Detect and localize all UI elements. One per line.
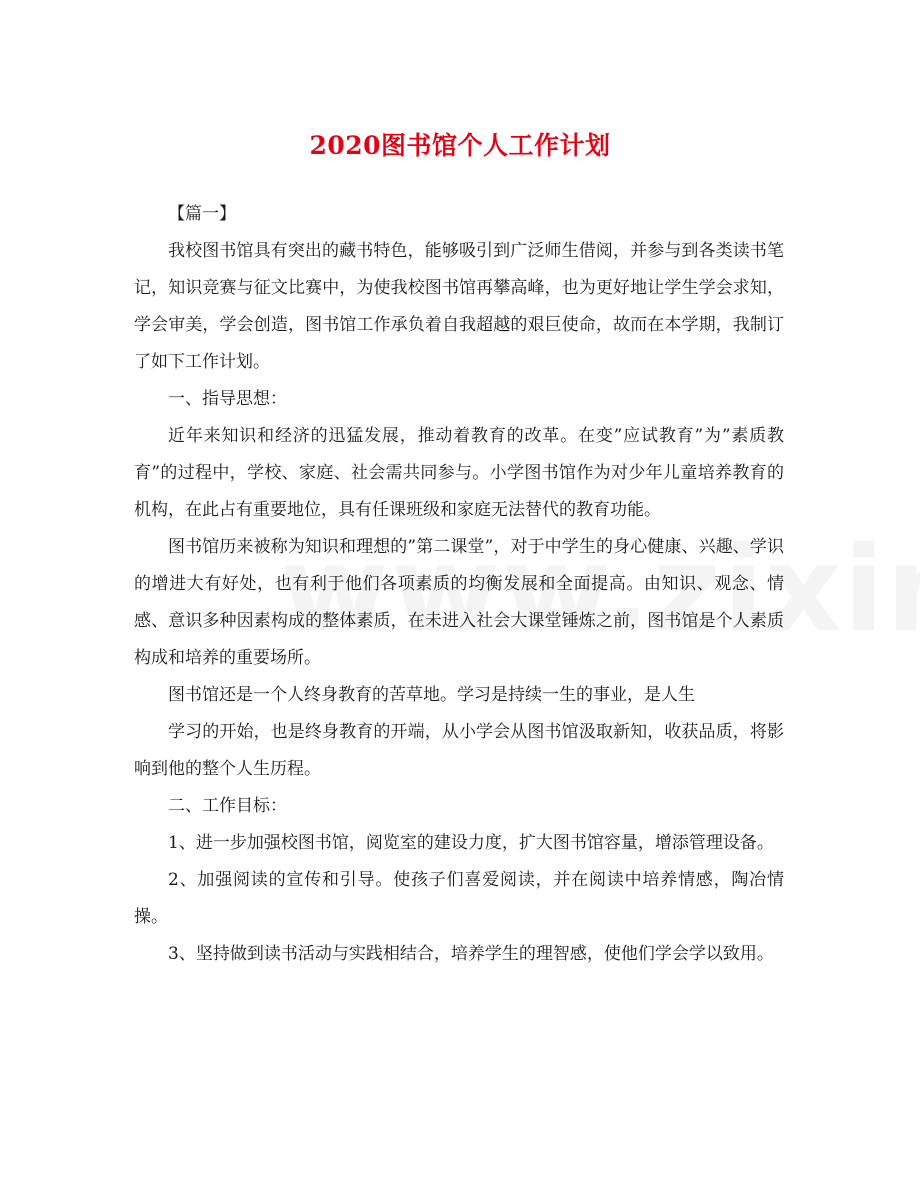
paragraph-ideology-4: 学习的开始，也是终身教育的开端，从小学会从图书馆汲取新知，收获品质，将影响到他的整个人生历程。 [134,722,784,779]
section-heading-work-goals: 二、工作目标： [168,796,287,816]
list-item-goal-2: 2、加强阅读的宣传和引导。使孩子们喜爱阅读，并在阅读中培养情感，陶冶情操。 [134,870,784,927]
paragraph-ideology-2: 图书馆历来被称为知识和理想的”第二课堂”，对于中学生的身心健康、兴趣、学识的增进大有好处，也有利于他们各项素质的均衡发展和全面提高。由知识、观念、情感、意识多种因素构成的整体素质，在未进入社会大课堂锤炼之前，图书馆是个人素质构成和培养的重要场所。 [134,537,784,668]
document-body [134,196,784,973]
list-item-goal-1: 1、进一步加强校图书馆，阅览室的建设力度，扩大图书馆容量，增添管理设备。 [168,833,774,853]
paragraph-intro: 我校图书馆具有突出的藏书特色，能够吸引到广泛师生借阅，并参与到各类读书笔记，知识竞赛与征文比赛中，为使我校图书馆再攀高峰，也为更好地让学生学会求知，学会审美，学会创造，图书馆工作承负着自我超越的艰巨使命，故而在本学期，我制订了如下工作计划。 [134,241,784,372]
document-title: 2020图书馆个人工作计划 [309,131,611,160]
section-heading-guiding-ideology: 一、指导思想： [168,389,287,409]
list-item-goal-3: 3、坚持做到读书活动与实践相结合，培养学生的理智感，使他们学会学以致用。 [168,944,774,964]
paragraph-ideology-3: 图书馆还是一个人终身教育的苦草地。学习是持续一生的事业，是人生 [168,685,695,705]
paragraph-ideology-1: 近年来知识和经济的迅猛发展，推动着教育的改革。在变”应试教育”为”素质教育”的过程中，学校、家庭、社会需共同参与。小学图书馆作为对少年儿童培养教育的机构，在此占有重要地位，具有任课班级和家庭无法替代的教育功能。 [134,426,784,520]
section-heading-part-one: 【篇一】 [168,204,236,224]
